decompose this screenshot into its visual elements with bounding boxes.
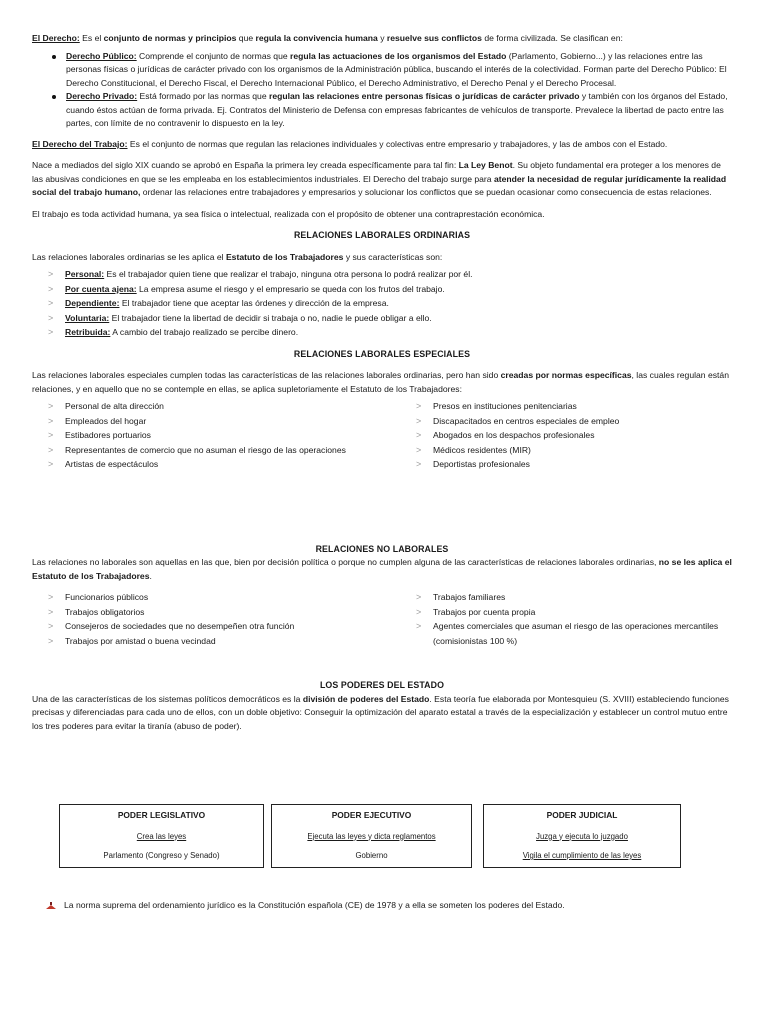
- list-item: > Agentes comerciales que asuman el riesgo de las operaciones mercantiles (comisionistas 100 %): [416, 621, 719, 646]
- chevron-right-icon: >: [48, 606, 54, 617]
- list-item: > Personal: Es el trabajador quien tiene que realizar el trabajo, ninguna otra persona lo podrá realizar por él.: [32, 267, 732, 282]
- list-item: > Deportistas profesionales: [400, 457, 732, 472]
- chevron-right-icon: >: [48, 621, 54, 631]
- no-laborales-columns: [32, 587, 732, 648]
- list-item: > Discapacitados en centros especiales de empleo: [400, 414, 732, 429]
- chevron-right-icon: >: [48, 430, 54, 440]
- derecho-paragraph: El Derecho: Es el conjunto de normas y principios que regula la convivencia humana y resuelve sus conflictos de forma civilizada. Se clasifican en:: [32, 33, 623, 43]
- derecho-publico-item: Derecho Público: Comprende el conjunto de normas que regula las actuaciones de los organismos del Estado (Parlamento, Gobierno...) y las relaciones entre las personas físicas o jurídicas de carácter privado con los organismos de la Administración pública, buscando el interés de la colectividad. Forman parte del Derecho Público: El Derecho Constitucional, el Derecho Fiscal, el Derecho Internacional Público, el Derecho Administrativo, el Derecho Penal y el Derecho Procesal.: [66, 50, 732, 91]
- list-item: > Dependiente: El trabajador tiene que aceptar las órdenes y dirección de la empresa.: [32, 296, 732, 311]
- box-organ: Parlamento (Congreso y Senado): [103, 851, 220, 860]
- document-page: [32, 32, 732, 733]
- especiales-columns: [32, 396, 732, 472]
- especiales-heading: RELACIONES LABORALES ESPECIALES: [293, 348, 471, 359]
- chevron-right-icon: >: [416, 415, 422, 426]
- list-item: > Abogados en los despachos profesionales: [400, 428, 732, 443]
- chevron-right-icon: >: [416, 430, 422, 440]
- box-title: PODER EJECUTIVO: [331, 810, 412, 820]
- derecho-term: El Derecho:: [32, 33, 80, 43]
- poderes-heading: LOS PODERES DEL ESTADO: [319, 680, 445, 690]
- chevron-right-icon: >: [48, 283, 54, 294]
- box-function: Ejecuta las leyes y dicta reglamentos: [307, 831, 436, 841]
- list-item: > Presos en instituciones penitenciarias: [400, 399, 732, 414]
- actividad-paragraph: El trabajo es toda actividad humana, ya sea física o intelectual, realizada con el propósito de obtener una contraprestación económica.: [32, 208, 545, 219]
- list-item: > Trabajos familiares: [400, 590, 732, 605]
- chevron-right-icon: >: [48, 327, 54, 337]
- derecho-privado-item: Derecho Privado: Está formado por las normas que regulan las relaciones entre personas físicas o jurídicas de carácter privado y también con los órganos del Estado, cuando éstos actúan de forma privada. Ej. Contratos del Ministerio de Defensa con empresas fabricantes de vehículos de transporte. Prevalece la libertad de pacto entre las partes, con límite de no contravenir lo dispuesto en la ley.: [66, 90, 732, 131]
- box-organ: Vigila el cumplimiento de las leyes: [522, 851, 642, 860]
- box-organ: Gobierno: [355, 851, 388, 860]
- list-item: > Retribuida: A cambio del trabajo realizado se percibe dinero.: [32, 325, 732, 340]
- poderes-boxes: [59, 804, 681, 868]
- list-item: > Consejeros de sociedades que no desempeñen otra función: [32, 619, 400, 634]
- chevron-right-icon: >: [48, 415, 54, 426]
- list-item: > Funcionarios públicos: [32, 590, 400, 605]
- box-function: Crea las leyes: [136, 831, 187, 841]
- poder-ejecutivo-box: [271, 804, 472, 868]
- list-item: > Personal de alta dirección: [32, 399, 400, 414]
- chevron-right-icon: >: [48, 401, 54, 411]
- list-item: > Trabajos obligatorios: [32, 605, 400, 620]
- no-laborales-left-list: [32, 590, 400, 648]
- box-function: Juzga y ejecuta lo juzgado: [536, 831, 628, 841]
- ordinarias-list: [32, 267, 732, 340]
- derecho-types-list: [32, 50, 732, 131]
- list-item: > Trabajos por cuenta propia: [400, 605, 732, 620]
- list-item: > Artistas de espectáculos: [32, 457, 400, 472]
- chevron-right-icon: >: [416, 459, 422, 469]
- list-item: > Voluntaria: El trabajador tiene la libertad de decidir si trabaja o no, nadie le puede obligar a ello.: [32, 311, 732, 326]
- chevron-right-icon: >: [48, 269, 54, 279]
- flag-bullet-icon: [45, 901, 57, 910]
- list-item: > Estibadores portuarios: [32, 428, 400, 443]
- list-item: > Trabajos por amistad o buena vecindad: [32, 634, 400, 649]
- chevron-right-icon: >: [416, 621, 422, 631]
- chevron-right-icon: >: [48, 592, 54, 602]
- chevron-right-icon: >: [48, 444, 54, 455]
- no-laborales-intro: Las relaciones no laborales son aquellas en las que, bien por decisión política o porque no cumplen alguna de las características de relaciones laborales ordinarias, no se les aplica el Estatuto de los Trabajadores.: [32, 557, 732, 581]
- historia-paragraph: Nace a mediados del siglo XIX cuando se aprobó en España la primera ley creada específicamente para tal fin: La Ley Benot. Su objeto fundamental era proteger a los menores de las abusivas condiciones en que se les empleaba en los establecimientos industriales. El Derecho del trabajo surge para atender la necesidad de regular jurídicamente la realidad social del trabajo humano, ordenar las relaciones entre trabajadores y empresarios y solucionar los conflictos que se puedan ocasionar como consecuencia de estas relaciones.: [32, 160, 727, 197]
- especiales-right-list: [400, 399, 732, 472]
- list-item: > Representantes de comercio que no asuman el riesgo de las operaciones: [32, 443, 400, 458]
- chevron-right-icon: >: [416, 444, 422, 455]
- note-text: La norma suprema del ordenamiento jurídico es la Constitución española (CE) de 1978 y a ella se someten los poderes del Estado.: [64, 900, 565, 910]
- constitucion-note: [45, 899, 725, 913]
- ordinarias-heading: RELACIONES LABORALES ORDINARIAS: [293, 230, 471, 240]
- poder-legislativo-box: [59, 804, 264, 868]
- ordinarias-intro: Las relaciones laborales ordinarias se les aplica el Estatuto de los Trabajadores y sus características son:: [32, 251, 443, 262]
- derecho-trabajo-paragraph: El Derecho del Trabajo: Es el conjunto de normas que regulan las relaciones individuales y colectivas entre empresario y trabajadores, y las de ambos con el Estado.: [32, 138, 668, 149]
- poder-judicial-box: [483, 804, 681, 868]
- poderes-intro: Una de las características de los sistemas políticos democráticos es la división de poderes del Estado. Esta teoría fue elaborada por Montesquieu (S. XVIII) estableciendo funciones precisas y diferenciadas para cada uno de ellos, con un doble objetivo: Conseguir la optimización del aparato estatal a través de la especialización y establecer un control mutuo entre los tres poderes para evitar la tiranía (abuso de poder).: [32, 693, 729, 731]
- especiales-intro: Las relaciones laborales especiales cumplen todas las características de las relaciones laborales ordinarias, pero han sido creadas por normas específicas, las cuales regulan están relaciones, y en aquello que no se contemple en ellas, se aplica supletoriamente el Estatuto de los Trabajadores:: [32, 370, 729, 394]
- chevron-right-icon: >: [48, 312, 54, 323]
- especiales-left-list: [32, 399, 400, 472]
- chevron-right-icon: >: [416, 606, 422, 617]
- no-laborales-heading: RELACIONES NO LABORALES: [315, 543, 449, 554]
- list-item: > Médicos residentes (MIR): [400, 443, 732, 458]
- chevron-right-icon: >: [416, 592, 422, 602]
- box-title: PODER LEGISLATIVO: [117, 810, 206, 820]
- box-title: PODER JUDICIAL: [546, 810, 618, 820]
- chevron-right-icon: >: [48, 298, 54, 308]
- list-item: > Empleados del hogar: [32, 414, 400, 429]
- chevron-right-icon: >: [48, 635, 54, 646]
- chevron-right-icon: >: [48, 459, 54, 469]
- chevron-right-icon: >: [416, 401, 422, 411]
- no-laborales-right-list: [400, 590, 732, 648]
- list-item: > Por cuenta ajena: La empresa asume el riesgo y el empresario se queda con los frutos del trabajo.: [32, 282, 732, 297]
